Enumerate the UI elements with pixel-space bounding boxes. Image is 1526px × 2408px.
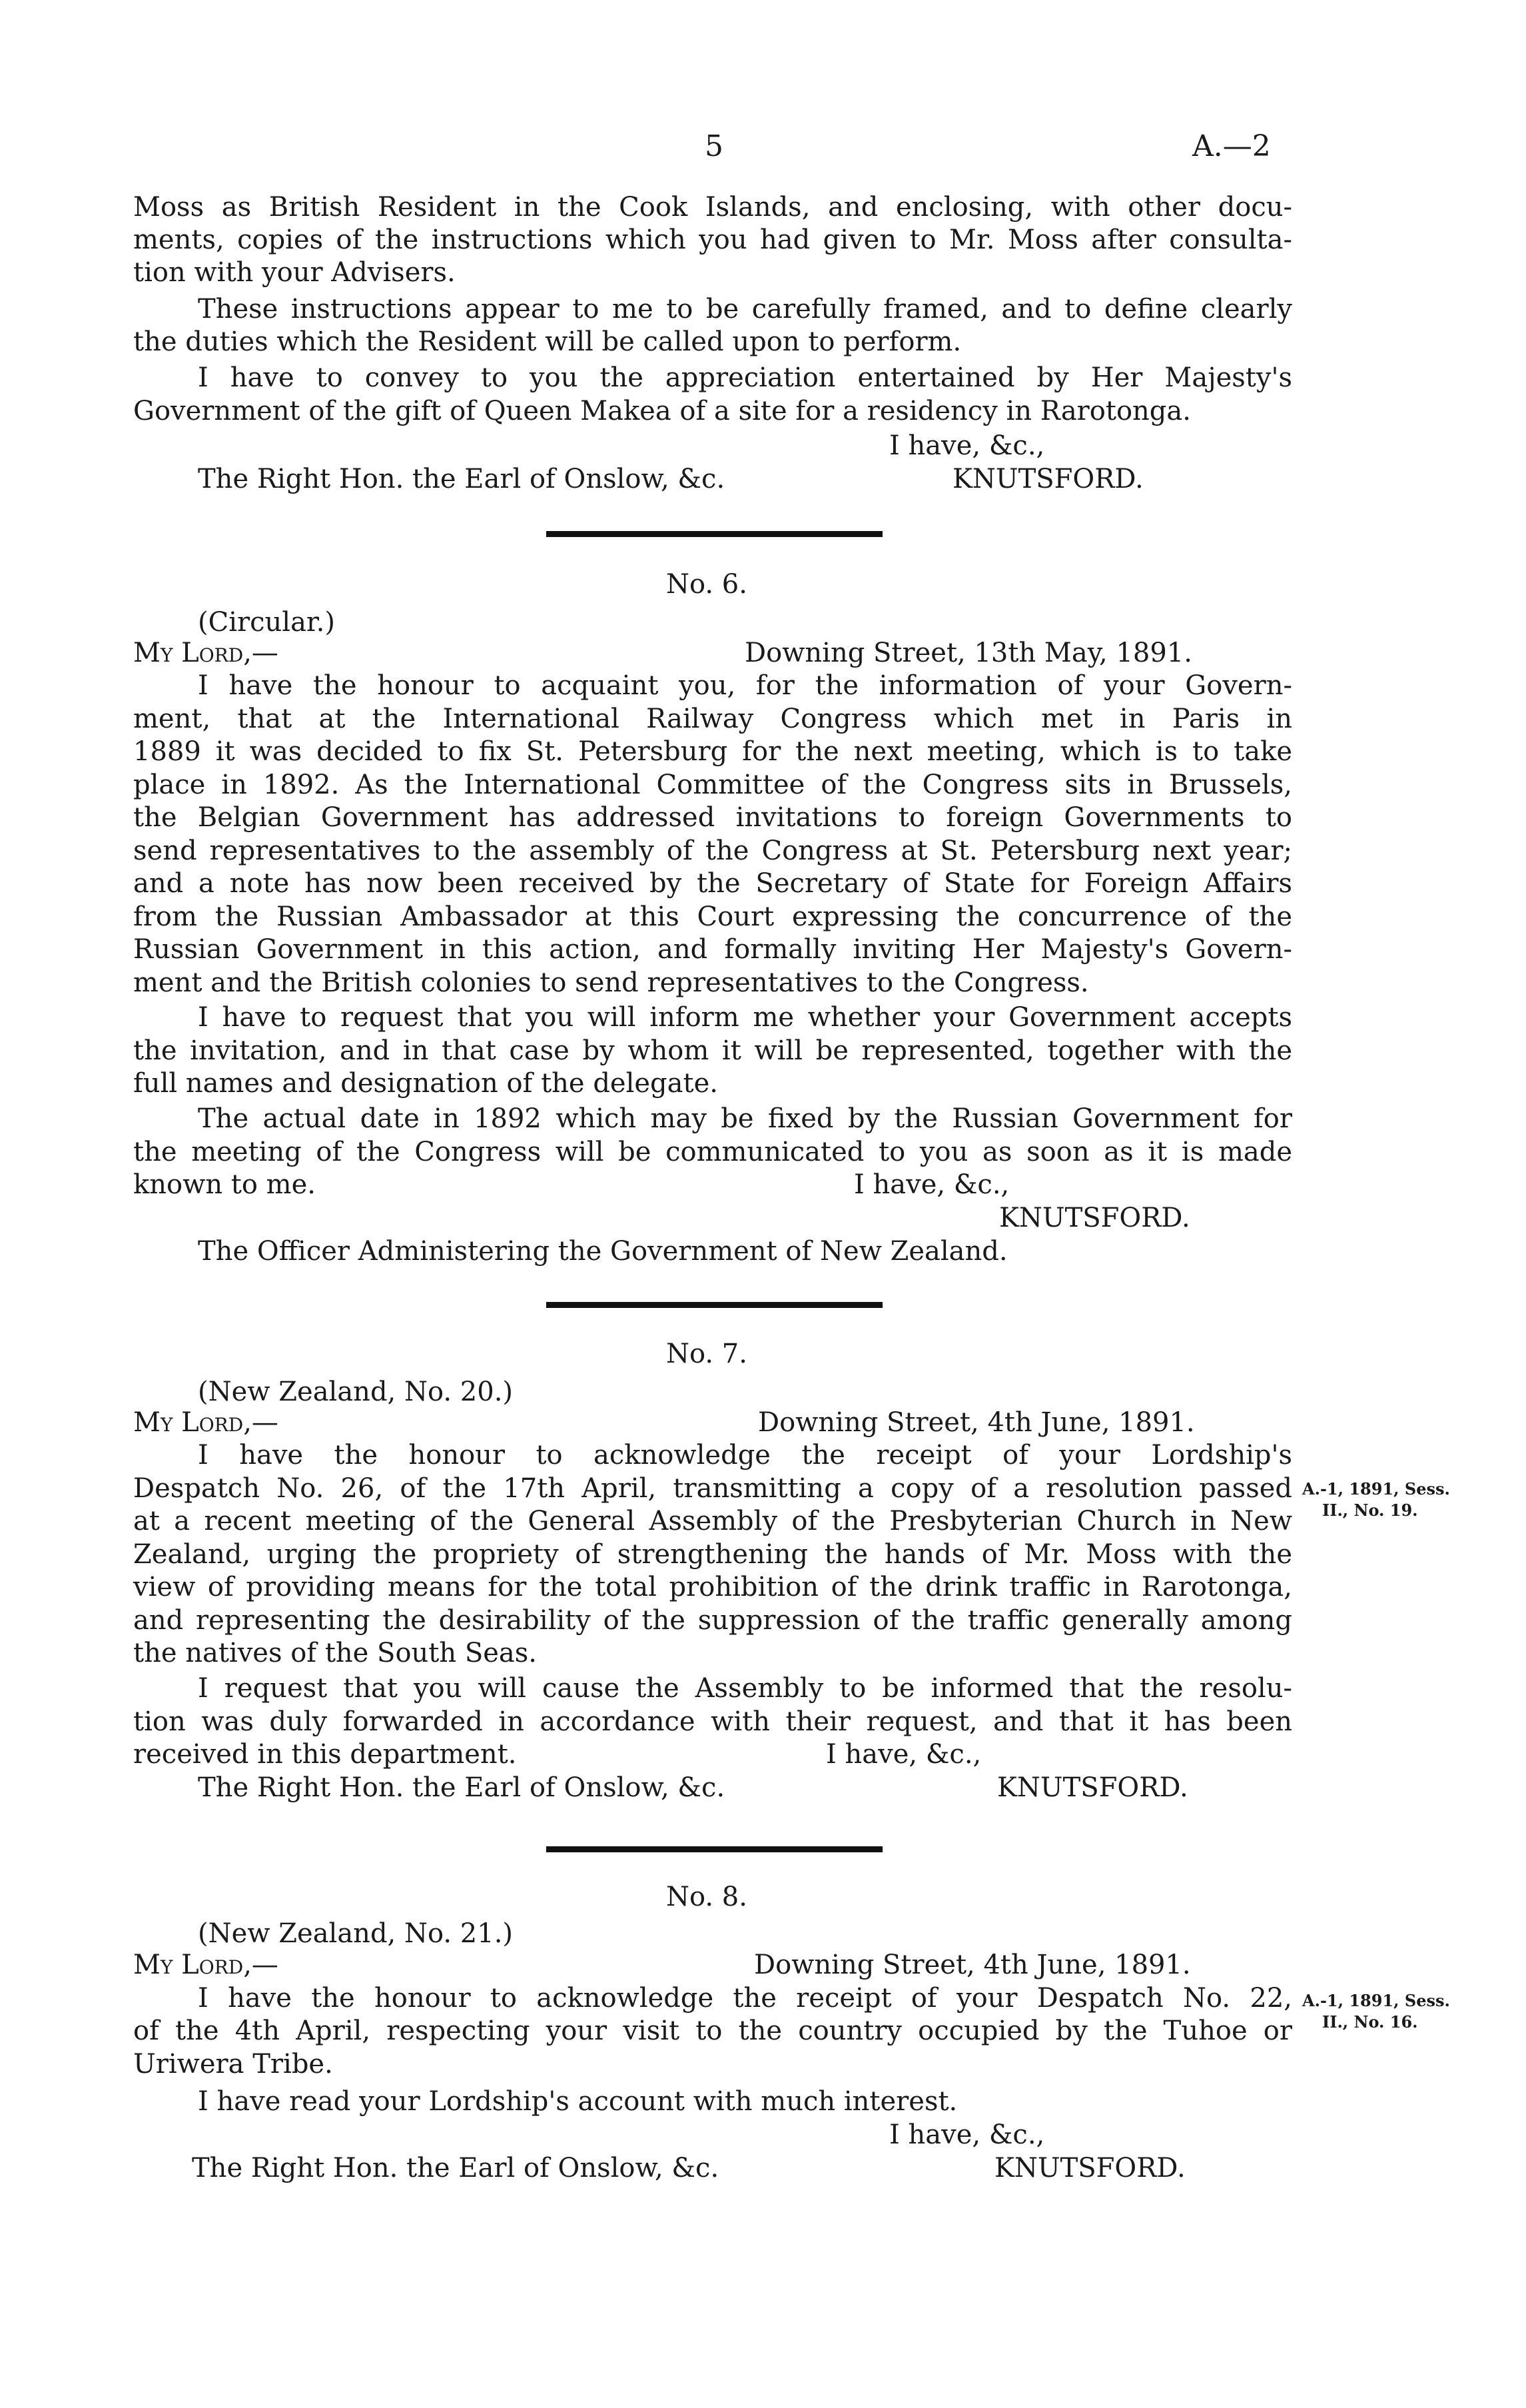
no6-para1-line: ment, that at the International Railway Congress which met in Paris in (133, 704, 1292, 734)
no7-margin-note: II., No. 19. (1322, 1501, 1418, 1520)
no6-para1-line: send representatives to the assembly of the Congress at St. Petersburg next year; (133, 836, 1292, 866)
no6-signature: KNUTSFORD. (999, 1203, 1190, 1233)
no8-para1-line: Uriwera Tribe. (133, 2049, 333, 2080)
no8-margin-note: II., No. 16. (1322, 2012, 1418, 2032)
no8-signature: KNUTSFORD. (994, 2153, 1186, 2183)
no6-para3-line: The actual date in 1892 which may be fixed by the Russian Government for (198, 1103, 1292, 1134)
no6-para1-line: I have the honour to acquaint you, for the information of your Govern- (198, 670, 1292, 701)
section-divider (546, 531, 883, 537)
no6-closing: I have, &c., (854, 1169, 1010, 1200)
section-divider (546, 1846, 883, 1852)
no7-margin-note: A.-1, 1891, Sess. (1302, 1479, 1450, 1499)
no8-closing: I have, &c., (889, 2119, 1045, 2150)
prev-letter-para2-line: These instructions appear to me to be carefully framed, and to define clearly (198, 294, 1292, 324)
no7-heading: No. 7. (666, 1339, 747, 1369)
no8-heading: No. 8. (666, 1882, 747, 1912)
no6-salutation: My Lord,— (133, 638, 278, 668)
no7-para1-line: Despatch No. 26, of the 17th April, transmitting a copy of a resolution passed (133, 1473, 1292, 1504)
prev-letter-para2-line: the duties which the Resident will be called upon to perform. (133, 326, 962, 357)
no8-para1-line: of the 4th April, respecting your visit to the country occupied by the Tuhoe or (133, 2016, 1292, 2046)
no7-para1-line: Zealand, urging the propriety of strengthening the hands of Mr. Moss with the (133, 1539, 1292, 1570)
no6-para1-line: 1889 it was decided to fix St. Petersburg for the next meeting, which is to take (133, 736, 1292, 767)
no7-para1-line: view of providing means for the total prohibition of the drink traffic in Rarotonga, (133, 1572, 1292, 1602)
no6-addressee: The Officer Administering the Government of New Zealand. (198, 1236, 1008, 1267)
no6-para1-line: the Belgian Government has addressed invitations to foreign Governments to (133, 802, 1292, 833)
prev-letter-line: Moss as British Resident in the Cook Islands, and enclosing, with other docu- (133, 192, 1292, 223)
prev-letter-closing: I have, &c., (889, 430, 1045, 461)
no6-para1-line: ment and the British colonies to send representatives to the Congress. (133, 967, 1089, 998)
no6-place-date: Downing Street, 13th May, 1891. (745, 638, 1192, 668)
no7-signature: KNUTSFORD. (997, 1772, 1188, 1803)
no6-para2-line: I have to request that you will inform me whether your Government accepts (198, 1002, 1292, 1033)
no6-para2-line: full names and designation of the delegate. (133, 1068, 718, 1099)
no6-para1-line: from the Russian Ambassador at this Court expressing the concurrence of the (133, 902, 1292, 932)
no7-para1-line: at a recent meeting of the General Assembly of the Presbyterian Church in New (133, 1506, 1292, 1536)
no8-margin-note: A.-1, 1891, Sess. (1302, 1991, 1450, 2010)
no6-heading: No. 6. (666, 569, 747, 600)
no6-para3-line: the meeting of the Congress will be communicated to you as soon as it is made (133, 1137, 1292, 1167)
no8-salutation: My Lord,— (133, 1950, 278, 1980)
no7-closing: I have, &c., (826, 1739, 982, 1770)
no7-place-date: Downing Street, 4th June, 1891. (758, 1407, 1195, 1438)
no8-para1-line: I have the honour to acknowledge the receipt of your Despatch No. 22, (198, 1983, 1292, 2014)
no8-addressee: The Right Hon. the Earl of Onslow, &c. (192, 2153, 719, 2183)
no6-tag: (Circular.) (198, 607, 335, 638)
section-divider (546, 1302, 883, 1308)
no6-para1-line: and a note has now been received by the Secretary of State for Foreign Affairs (133, 868, 1292, 899)
no7-tag: (New Zealand, No. 20.) (198, 1377, 514, 1407)
no8-place-date: Downing Street, 4th June, 1891. (754, 1950, 1191, 1980)
no7-salutation: My Lord,— (133, 1407, 278, 1438)
no8-tag: (New Zealand, No. 21.) (198, 1918, 514, 1949)
no7-para2-line: I request that you will cause the Assembly to be informed that the resolu- (198, 1673, 1292, 1704)
no7-para2-line: tion was duly forwarded in accordance with their request, and that it has been (133, 1706, 1292, 1737)
page-number: 5 (705, 129, 723, 163)
no7-para1-line: the natives of the South Seas. (133, 1638, 537, 1668)
no7-para2-line: received in this department. (133, 1739, 517, 1770)
prev-letter-signature: KNUTSFORD. (953, 464, 1144, 494)
no7-addressee: The Right Hon. the Earl of Onslow, &c. (198, 1772, 725, 1803)
no8-para2-line: I have read your Lordship's account with much interest. (198, 2086, 958, 2117)
prev-letter-addressee: The Right Hon. the Earl of Onslow, &c. (198, 464, 725, 494)
no6-para1-line: place in 1892. As the International Committee of the Congress sits in Brussels, (133, 770, 1292, 800)
no6-para3-line: known to me. (133, 1169, 316, 1200)
no7-para1-line: I have the honour to acknowledge the receipt of your Lordship's (198, 1440, 1292, 1471)
prev-letter-line: tion with your Advisers. (133, 257, 456, 288)
document-code: A.—2 (1192, 129, 1271, 163)
prev-letter-para3-line: I have to convey to you the appreciation entertained by Her Majesty's (198, 362, 1292, 393)
no6-para1-line: Russian Government in this action, and formally inviting Her Majesty's Govern- (133, 934, 1292, 965)
prev-letter-para3-line: Government of the gift of Queen Makea of a site for a residency in Rarotonga. (133, 396, 1191, 426)
no7-para1-line: and representing the desirability of the suppression of the traffic generally among (133, 1605, 1292, 1636)
no6-para2-line: the invitation, and in that case by whom it will be represented, together with the (133, 1035, 1292, 1066)
prev-letter-line: ments, copies of the instructions which you had given to Mr. Moss after consulta- (133, 225, 1292, 255)
